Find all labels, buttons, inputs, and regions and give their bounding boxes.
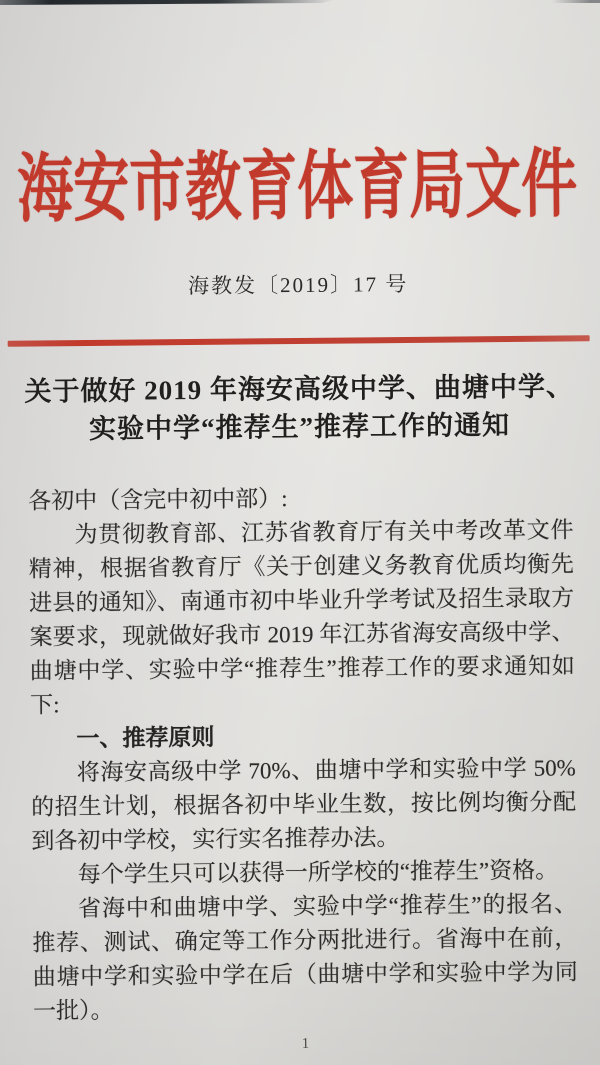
document-body [0,479,600,1029]
document-title [0,367,600,449]
red-separator-line [8,335,590,347]
document-number: 海教发〔2019〕17 号 [187,271,409,299]
document-title-line-1: 关于做好 2019 年海安高级中学、曲塘中学、 [24,371,575,407]
body-paragraph-1: 将海安高级中学 70%、曲塘中学和实验中学 50%的招生计划，根据各初中毕业生数，按比例均衡分配到各初中学校，实行实名推荐办法。 [31,755,577,854]
salutation: 各初中（含完中初中部）: [28,486,288,514]
intro-paragraph: 为贯彻教育部、江苏省教育厅有关中考改革文件精神，根据省教育厅《关于创建义务教育优质均衡先进县的通知》、南通市初中毕业升学考试及招生录取方案要求，现就做好我市 2019 年江苏省海安高级中学、曲塘中学、实验中学“推荐生”推荐工作的要求通知如下: [28,517,575,718]
page-number: 1 [301,1035,310,1053]
body-paragraph-2: 每个学生只可以获得一所学校的“推荐生”资格。 [77,857,559,888]
section-heading-1: 一、推荐原则 [76,724,215,752]
document-title-line-2: 实验中学“推荐生”推荐工作的通知 [88,409,511,445]
agency-header-title: 海安市教育体育局文件 [16,143,578,233]
agency-header [0,135,598,241]
body-paragraph-3: 省海中和曲塘中学、实验中学“推荐生”的报名、推荐、测试、确定等工作分两批进行。省海中在前，曲塘中学和实验中学在后（曲塘中学和实验中学为同一批）。 [32,891,578,1024]
